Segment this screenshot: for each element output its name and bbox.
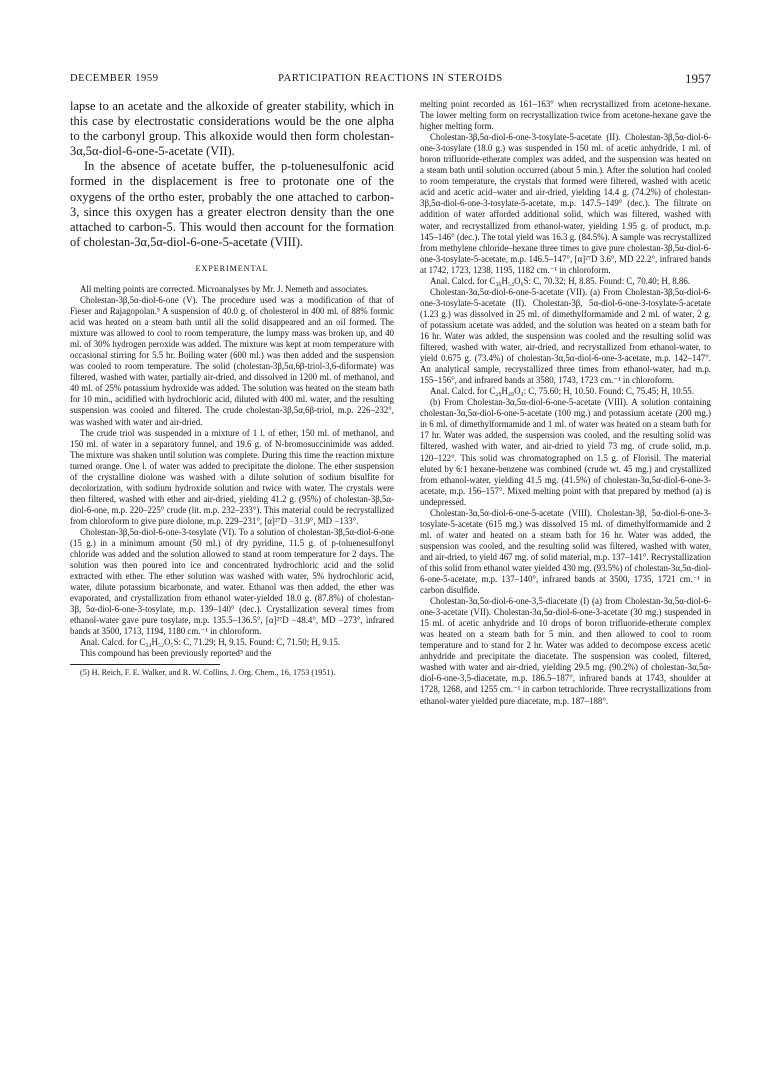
body-paragraph: Cholestan-3β,5α-diol-6-one-3-tosylate (VI). To a solution of cholestan-3β,5α-diol-6-one (15 g.) in a minimum amount (50 ml.) of dry pyridine, 11.5 g. of p-toluenesulfonyl chloride was added and the solution allowed to stand at room temperature for 2 days. The solution was then poured into ice and concentrated hydrochloric acid and the solid extracted with ether. The ether solution was washed with water, 5% hydrochloric acid, water, dilute potassium bicarbonate, and water. Ethanol was then added, the ether was evaporated, and crystallization from ethanol water-yielded 18.0 g. (87.8%) of cholestan-3β, 5α-diol-6-one-3-tosylate, m.p. 139–140° (dec.). Crystallization several times from ethanol-water gave pure tosylate, m.p. 135.5–136.5°, [α]²⁷D −48.4°, MD −273°, infrared bands at 3500, 1713, 1194, 1180 cm.⁻¹ in chloroform.: [70, 526, 394, 637]
body-paragraph: Cholestan-3α,5α-diol-6-one-5-acetate (VIII). Cholestan-3β, 5α-diol-6-one-3-tosylate-5-acetate (615 mg.) was dissolved 15 ml. of dimethylformamide and 2 ml. of water and heated on a steam bath for 16 hr. Water was added, the suspension was cooled, and the resulting solid was filtered, washed with water, and air-dried, to yield 467 mg. of solid material, m.p. 137–141°. Recrystallization of this solid from ethanol water yielded 430 mg. (93.5%) of cholestan-3α,5α-diol-6-one-5-acetate, m.p. 137–140°, infrared bands at 3500, 1735, 1721 cm.⁻¹ in carbon disulfide.: [420, 507, 711, 596]
body-paragraph: Cholestan-3α,5α-diol-6-one-5-acetate (VII). (a) From Cholestan-3β,5α-diol-6-one-3-tosylate-5-acetate (II). Cholestan-3β, 5α-diol-6-one-3-tosylate-5-acetate (1.23 g.) was dissolved in 25 ml. of dimethylformamide and 2 ml. of water, 2 g. of potassium acetate was added, and the solution was heated on a steam bath for 16 hr. Water was added, the suspension was cooled and the resulting solid was filtered, washed with water, air-dried, and recrystallized from ethanol-water, to yield 0.675 g. (73.4%) of cholestan-3α,5α-diol-6-one-3-acetate, m.p. 142–147°. An analytical sample, recrystallized three times from ethanol-water, had m.p. 155–156°, and infrared bands at 3580, 1743, 1723 cm.⁻¹ in chloroform.: [420, 286, 711, 386]
section-heading-experimental: EXPERIMENTAL: [195, 263, 269, 273]
body-paragraph: The crude triol was suspended in a mixture of 1 l. of ether, 150 ml. of methanol, and 150 ml. of water in a separatory funnel, and 19.6 g. of N-bromosuccinimide was added. The mixture was shaken until solution was complete. During this time the reaction mixture turned orange. One l. of water was added to precipitate the diolone. The ether suspension of the crystalline diolone was washed with a dilute solution of sodium bisulfite for decolorization, with sodium hydroxide solution and twice with water. The crystals were then filtered, washed with ether and air-dried, yielding 41.2 g. (95%) of cholestan-3β,5α-diol-6-one, m.p. 220–225° crude (lit. m.p. 232–233°). This material could be recrystallized from chloroform to give pure diolone, m.p. 229–231°, [α]²⁷D −31.9°, MD −133°.: [70, 427, 394, 526]
body-paragraph: All melting points are corrected. Microanalyses by Mr. J. Nemeth and associates.: [80, 283, 369, 294]
footnote-rule: [70, 664, 220, 665]
header-title: PARTICIPATION REACTIONS IN STEROIDS: [278, 73, 503, 84]
footnote: (5) H. Reich, F. E. Walker, and R. W. Collins, J. Org. Chem., 16, 1753 (1951).: [80, 667, 336, 677]
body-paragraph: Anal. Calcd. for C₃₄H₅₂O₅S: C, 71.29; H, 9.15. Found: C, 71.50; H, 9.15.: [80, 637, 341, 648]
body-paragraph: Anal. Calcd. for C₃₆H₅₄O₆S: C, 70.32; H, 8.85. Found: C, 70.40; H, 8.86.: [430, 275, 691, 286]
body-paragraph: Anal. Calcd. for C₂₉H₄₈O₄: C, 75.60; H, 10.50. Found: C, 75.45; H, 10.55.: [430, 386, 694, 397]
body-paragraph: Cholestan-3β,5α-diol-6-one-3-tosylate-5-acetate (II). Cholestan-3β,5α-diol-6-one-3-tosylate (18.0 g.) was suspended in 150 ml. of acetic anhydride, 1 ml. of boron trifluoride-etherate complex was added, and the suspension was heated on a steam bath until solution occurred (about 5 min.). After the solution had cooled to room temperature, the crystals that formed were filtered, washed with acetic acid and acetic acid–water and air-dried, yielding 14.4 g. (74.2%) of cholestan-3β,5α-diol-6-one-3-tosylate-5-acetate, m.p. 147.5–149° (dec.). The filtrate on addition of water afforded additional solid, which was filtered, washed with water, and recrystallized from ethanol-water, yielding 1.95 g. of product, m.p. 145–146° (dec.). The total yield was 16.3 g. (84.5%). A sample was recrystallized from methylene chloride–hexane three times to give pure cholestan-3β,5α-diol-6-one-3-tosylate-5-acetate, m.p. 146.5–147°, [α]²⁷D 3.6°, MD 22.2°, infrared bands at 1742, 1723, 1238, 1195, 1182 cm.⁻¹ in chloroform.: [420, 132, 711, 275]
body-paragraph: melting point recorded as 161–163° when recrystallized from acetone-hexane. The lower melting form on recrystallization twice from acetone-hexane gave the higher melting form.: [420, 99, 711, 132]
intro-paragraph: In the absence of acetate buffer, the p-toluenesulfonic acid formed in the displacement is free to protonate one of the oxygens of the ortho ester, probably the one attached to carbon-3, since this oxygen has a greater electron density than the one attached to carbon-5. This would then account for the formation of cholestan-3α,5α-diol-6-one-5-acetate (VIII).: [70, 159, 394, 249]
body-paragraph: Cholestan-3α,5α-diol-6-one-3,5-diacetate (I) (a) from Cholestan-3α,5α-diol-6-one-3-acetate (VII). Cholestan-3α,5α-diol-6-one-3-acetate (30 mg.) suspended in 15 ml. of acetic anhydride and 10 drops of boron trifluoride-etherate complex was heated on a steam bath for 5 min. and then allowed to cool to room temperature and to stand for 2 hr. Water was added to decompose excess acetic anhydride and precipitate the diacetate. The suspension was cooled, filtered, washed with water and air-dried, yielding 29.5 mg. (90.2%) of cholestan-3α,5α-diol-6-one-3,5-diacetate, m.p. 186.5–187°, infrared bands at 1743, shoulder at 1728, 1268, and 1255 cm.⁻¹ in carbon tetrachloride. Three recrystallizations from ethanol-water yielded pure diacetate, m.p. 187–188°.: [420, 596, 711, 706]
body-paragraph: (b) From Cholestan-3α,5α-diol-6-one-5-acetate (VIII). A solution containing cholestan-3α,5α-diol-6-one-5-acetate (100 mg.) and potassium acetate (200 mg.) in 6 ml. of dimethylformamide and 1 ml. of water was heated on a steam bath for 17 hr. Water was added, the suspension was cooled, and the resulting solid was filtered, washed with water, and air-dried to yield 73 mg. of crude solid, m.p. 120–122°. This solid was chromatographed on 1.5 g. of Florisil. The material eluted by 6:1 hexane-benzene was combined (crude wt. 45 mg.) and crystallized from ethanol-water, yielding 41.5 mg. (41.5%) of cholestan-3α,5α-diol-6-one-3-acetate, m.p. 156–157°. Mixed melting point with that prepared by method (a) is undepressed.: [420, 397, 711, 507]
intro-paragraph: lapse to an acetate and the alkoxide of greater stability, which in this case by electrostatic considerations would be the one alpha to the carbonyl group. This alkoxide would then form cholestan-3α,5α-diol-6-one-5-acetate (VII).: [70, 99, 394, 159]
running-header: [70, 73, 711, 87]
right-column: [420, 99, 711, 707]
header-date: DECEMBER 1959: [70, 73, 159, 84]
body-paragraph: Cholestan-3β,5α-diol-6-one (V). The procedure used was a modification of that of Fieser and Rajagopolan.⁵ A suspension of 40.0 g. of cholesterol in 400 ml. of 88% formic acid was heated on a steam bath until all the solid disappeared and an oil formed. The mixture was allowed to cool to room temperature, the lumpy mass was broken up, and 40 ml. of 30% hydrogen peroxide was added. The mixture was kept at room temperature with occasional stirring for 5.5 hr. Boiling water (600 ml.) was then added and the suspension was cooled to room temperature. The solid (cholestan-3β,5α,6β-triol-3,6-diformate) was filtered, washed with water, partially air-dried, and dissolved in 1200 ml. of methanol, and 40 ml. of 25% potassium hydroxide was added. The solution was heated on the steam bath for 10 min., acidified with hydrochloric acid, diluted with 400 ml. water, and the resulting suspension was cooled and filtered. The crude cholestan-3β,5α,6β-triol, m.p. 226–232°, was washed with water and air-dried.: [70, 294, 394, 427]
page-number: 1957: [685, 71, 711, 86]
left-column: [70, 99, 394, 678]
body-paragraph: This compound has been previously reported⁵ and the: [80, 648, 272, 659]
